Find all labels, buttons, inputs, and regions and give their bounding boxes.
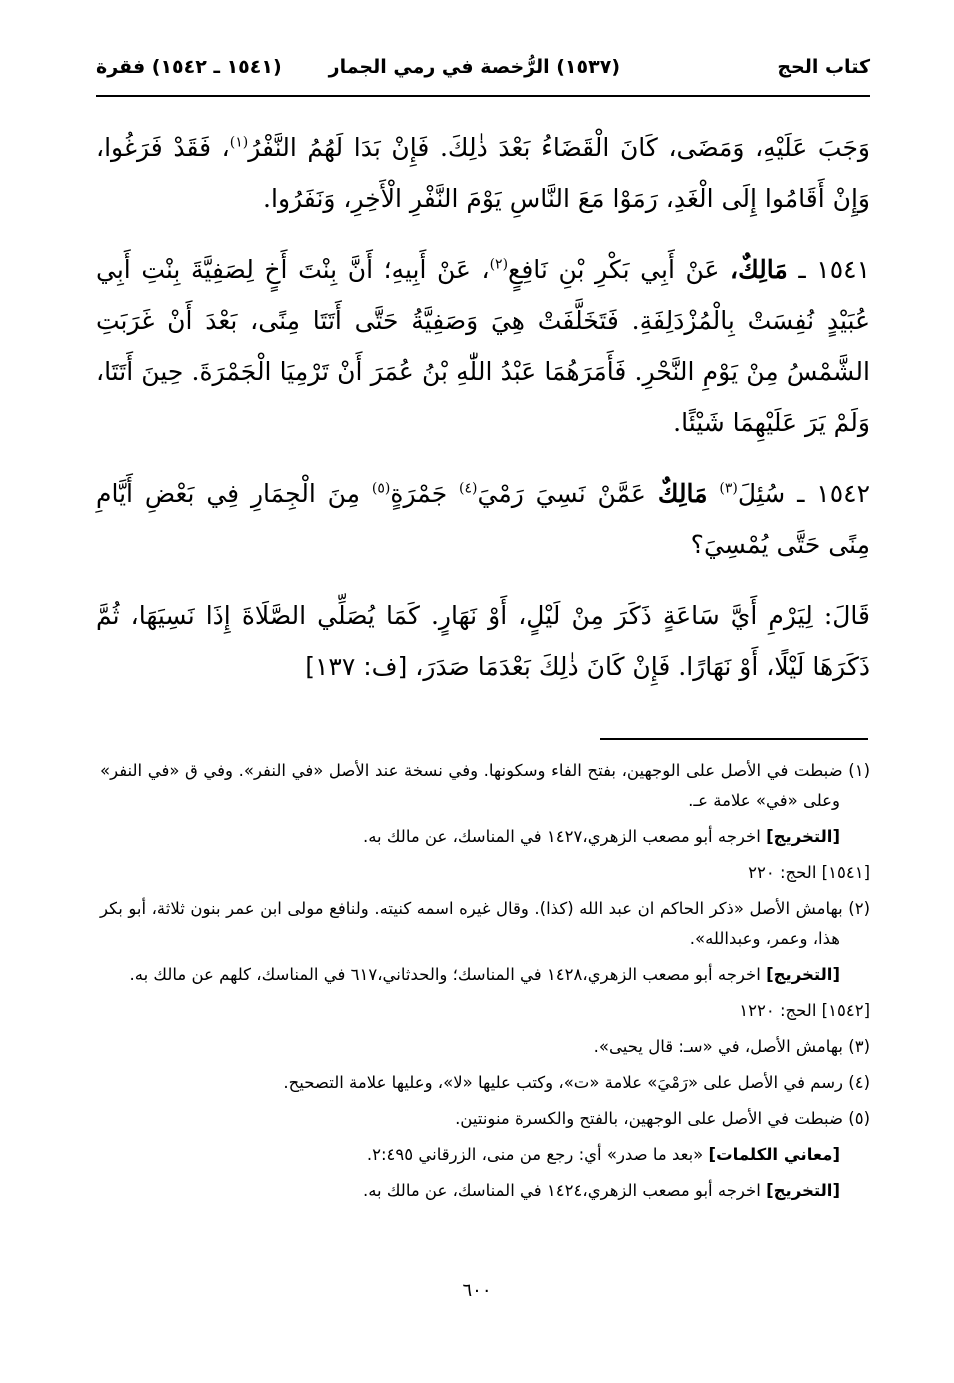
- footnote-divider: [600, 738, 868, 740]
- hadith-number: ١٥٤١ ـ: [798, 255, 871, 284]
- narrator-name: مَالِكٌ: [657, 479, 708, 508]
- word-meanings-label: [معاني الكلمات]: [708, 1145, 840, 1164]
- word-meanings-text: «بعد ما صدر» أي: رجع من منى، الزرقاني ٢:٤٩٥.: [366, 1145, 704, 1164]
- footnote-text: بهامش الأصل «ذكر الحاكم ان عبد الله (كذا). وقال غيره اسمه كنيته. ولنافع مولى ابن عمر بنون ثلاثة، أبو بكر هذا، وعمر، وعبدالله».: [100, 899, 843, 948]
- footnote-text: ضبطت في الأصل على الوجهين، بالفتح والكسرة منونتين.: [455, 1109, 843, 1128]
- footnote-2: [100, 894, 870, 954]
- book-title: كتاب الحج: [777, 56, 870, 78]
- takhrij-label: [التخريج]: [766, 827, 840, 846]
- footnote-5: [100, 1104, 870, 1134]
- hadith-reference: [١٥٤١] الحج: ٢٢٠: [748, 863, 870, 882]
- footnote-number: (٥): [848, 1109, 870, 1128]
- footnote-marker[interactable]: (٥): [371, 480, 391, 497]
- footnote-marker[interactable]: (١): [229, 134, 249, 151]
- footnote-marker[interactable]: (٣): [719, 480, 738, 497]
- footnote-4: [100, 1068, 870, 1098]
- text-segment: عَمَّنْ نَسِيَ رَمْيَ: [477, 479, 646, 508]
- footnote-number: (٤): [848, 1073, 870, 1092]
- cross-reference: [ف: ١٣٧]: [305, 652, 408, 681]
- answer-paragraph: [96, 590, 870, 692]
- footnote-number: (٣): [848, 1037, 870, 1056]
- paragraph-continuation: [96, 122, 870, 224]
- takhrij-label: [التخريج]: [766, 965, 840, 984]
- text-segment: قَالَ: لِيَرْمِ أَيَّ سَاعَةٍ ذَكَرَ مِنْ لَيْلٍ، أَوْ نَهَارٍ. كَمَا يُصَلِّي الصَّلَاةَ إِذَا نَسِيَهَا، ثُمَّ ذَكَرَهَا لَيْلًا، أَوْ نَهَارًا. فَإِنْ كَانَ ذٰلِكَ بَعْدَمَا صَدَرَ،: [96, 601, 870, 681]
- text-segment: جَمْرَةٍ: [390, 479, 448, 508]
- takhrij-note: [100, 1176, 870, 1206]
- text-segment: مِنَ الْجِمَارِ فِي بَعْضِ أَيَّامِ مِنًى حَتَّى يُمْسِيَ؟: [96, 479, 870, 559]
- header-divider: [96, 95, 870, 97]
- takhrij-note: [100, 822, 870, 852]
- footnote-text: ضبطت في الأصل على الوجهين، بفتح الفاء وسكونها. وفي نسخة عند الأصل «في النفر». وفي ق «في النفر» وعلى «في» علامة عـ.: [100, 761, 843, 810]
- text-segment: ، عَنْ أَبِيهِ؛ أَنَّ بِنْتَ أَخٍ لِصَفِيَّةَ بِنْتِ أَبِي عُبَيْدٍ نُفِسَتْ بِالْمُزْدَلِفَةِ. فَتَخَلَّفَتْ هِيَ وَصَفِيَّةُ حَتَّى أَتَتَا مِنًى، بَعْدَ أَنْ غَرَبَتِ الشَّمْسُ مِنْ يَوْمِ النَّحْرِ. فَأَمَرَهُمَا عَبْدُ اللّٰهِ بْنُ عُمَرَ أَنْ تَرْمِيَا الْجَمْرَةَ. حِينَ أَتَتَا، وَلَمْ يَرَ عَلَيْهِمَا شَيْئًا.: [96, 255, 870, 437]
- takhrij-text: اخرجه أبو مصعب الزهري،١٤٢٧ في المناسك، عن مالك به.: [362, 827, 761, 846]
- hadith-reference: [١٥٤٢] الحج: ١٢٢٠: [739, 1001, 870, 1020]
- paragraph-range: (١٥٤١ ـ ١٥٤٢) فقرة: [96, 56, 282, 78]
- footnote-marker[interactable]: (٢): [489, 256, 509, 273]
- main-text: [96, 122, 870, 712]
- narrator-name: مَالِكٌ،: [730, 255, 788, 284]
- footnote-1: [100, 756, 870, 816]
- footnotes-section: [100, 756, 870, 1212]
- footnote-number: (٢): [848, 899, 870, 918]
- text-segment: ، فَقَدْ فَرَغُوا، وَإِنْ أَقَامُوا إِلَى الْغَدِ، رَمَوْا مَعَ النَّاسِ يَوْمَ النَّفْرِ الْأَخِرِ، وَنَفَرُوا.: [96, 133, 870, 213]
- hadith-1541: [96, 244, 870, 448]
- word-meanings-note: [100, 1140, 870, 1170]
- page-number: ٦٠٠: [462, 1280, 492, 1301]
- takhrij-text: اخرجه أبو مصعب الزهري،١٤٢٨ في المناسك؛ والحدثاني،٦١٧ في المناسك، كلهم عن مالك به.: [129, 965, 761, 984]
- footnote-marker[interactable]: (٤): [459, 480, 478, 497]
- chapter-title: (١٥٣٧) الرُّخصة في رمي الجمار: [328, 56, 620, 78]
- hadith-number: ١٥٤٢ ـ: [797, 479, 870, 508]
- text-segment: سُئِلَ: [737, 479, 786, 508]
- takhrij-note: [100, 960, 870, 990]
- footnote-number: (١): [848, 761, 870, 780]
- takhrij-label: [التخريج]: [766, 1181, 840, 1200]
- takhrij-text: اخرجه أبو مصعب الزهري،١٤٢٤ في المناسك، عن مالك به.: [362, 1181, 761, 1200]
- footnote-text: رسم في الأصل على «رَمْيَ» علامة «ت»، وكتب عليها «لا»، وعليها علامة التصحيح.: [283, 1073, 843, 1092]
- footnote-3: [100, 1032, 870, 1062]
- running-header: [96, 52, 870, 92]
- text-segment: وَجَبَ عَلَيْهِ، وَمَضَى، كَانَ الْقَضَاءُ بَعْدَ ذٰلِكَ. فَإِنْ بَدَا لَهُمُ النَّفْرُ: [248, 133, 870, 162]
- text-segment: عَنْ أَبِي بَكْرِ بْنِ نَافِعٍ: [508, 255, 720, 284]
- footnote-text: بهامش الأصل، في «سـ: قال يحيى».: [593, 1037, 843, 1056]
- hadith-1542: [96, 468, 870, 570]
